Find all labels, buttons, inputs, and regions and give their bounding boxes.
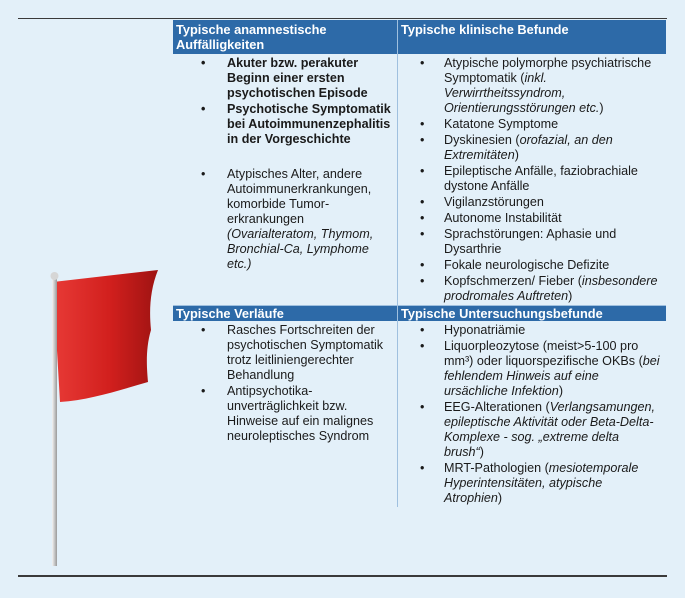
cell-befunde bbox=[397, 54, 666, 306]
list-item: • Antipsychotika-unverträglichkeit bzw. Hinweise auf ein malignes neuroleptisches Syndrom bbox=[177, 384, 393, 444]
red-flag-icon bbox=[30, 270, 160, 570]
list-item: • Psychotische Symptomatik bei Autoimmunenzephalitis in der Vorgeschichte bbox=[177, 102, 393, 147]
header-anamnese: Typische anamnestische Auffälligkeiten bbox=[173, 20, 397, 54]
list-item: • Fokale neurologische Defizite bbox=[402, 258, 662, 273]
header-befunde: Typische klinische Befunde bbox=[397, 20, 666, 54]
cell-untersuchung bbox=[397, 321, 666, 507]
cell-anamnese bbox=[173, 54, 397, 306]
list-item: • Dyskinesien (orofazial, an den Extremitäten) bbox=[402, 133, 662, 163]
list-item: • Atypisches Alter, andere Autoimmunerkrankungen, komorbide Tumor-erkrankungen (Ovarialteratom, Thymom, Bronchial-Ca, Lymphome etc.) bbox=[177, 167, 393, 272]
list-item: • Katatone Symptome bbox=[402, 117, 662, 132]
criteria-table bbox=[173, 20, 666, 507]
list-item: • Kopfschmerzen/ Fieber (insbesondere prodromales Auftreten) bbox=[402, 274, 662, 304]
list-item: • Vigilanzstörungen bbox=[402, 195, 662, 210]
list-item: • Sprachstörungen: Aphasie und Dysarthrie bbox=[402, 227, 662, 257]
list-item: • Liquorpleozytose (meist>5-100 pro mm³) oder liquorspezifische OKBs (bei fehlendem Hinweis auf eine ursächliche Infektion) bbox=[402, 339, 662, 399]
list-item: • Epileptische Anfälle, faziobrachiale dystone Anfälle bbox=[402, 164, 662, 194]
list-item: • Hyponatriämie bbox=[402, 323, 662, 338]
cell-verlaeufe bbox=[173, 321, 397, 507]
list-item: • MRT-Pathologien (mesiotemporale Hyperintensitäten, atypische Atrophien) bbox=[402, 461, 662, 506]
list-item: • Akuter bzw. perakuter Beginn einer ersten psychotischen Episode bbox=[177, 56, 393, 101]
top-rule bbox=[18, 18, 667, 19]
list-item: • EEG-Alterationen (Verlangsamungen, epileptische Aktivität oder Beta-Delta-Komplexe - sog. „extreme delta brush“) bbox=[402, 400, 662, 460]
header-untersuchung: Typische Untersuchungsbefunde bbox=[397, 306, 666, 321]
list-item: • Autonome Instabilität bbox=[402, 211, 662, 226]
bottom-rule bbox=[18, 575, 667, 577]
list-item: • Rasches Fortschreiten der psychotischen Symptomatik trotz leitliniengerechter Behandlung bbox=[177, 323, 393, 383]
list-item: • Atypische polymorphe psychiatrische Symptomatik (inkl. Verwirrtheitssyndrom, Orientierungsstörungen etc.) bbox=[402, 56, 662, 116]
header-verlaeufe: Typische Verläufe bbox=[173, 306, 397, 321]
